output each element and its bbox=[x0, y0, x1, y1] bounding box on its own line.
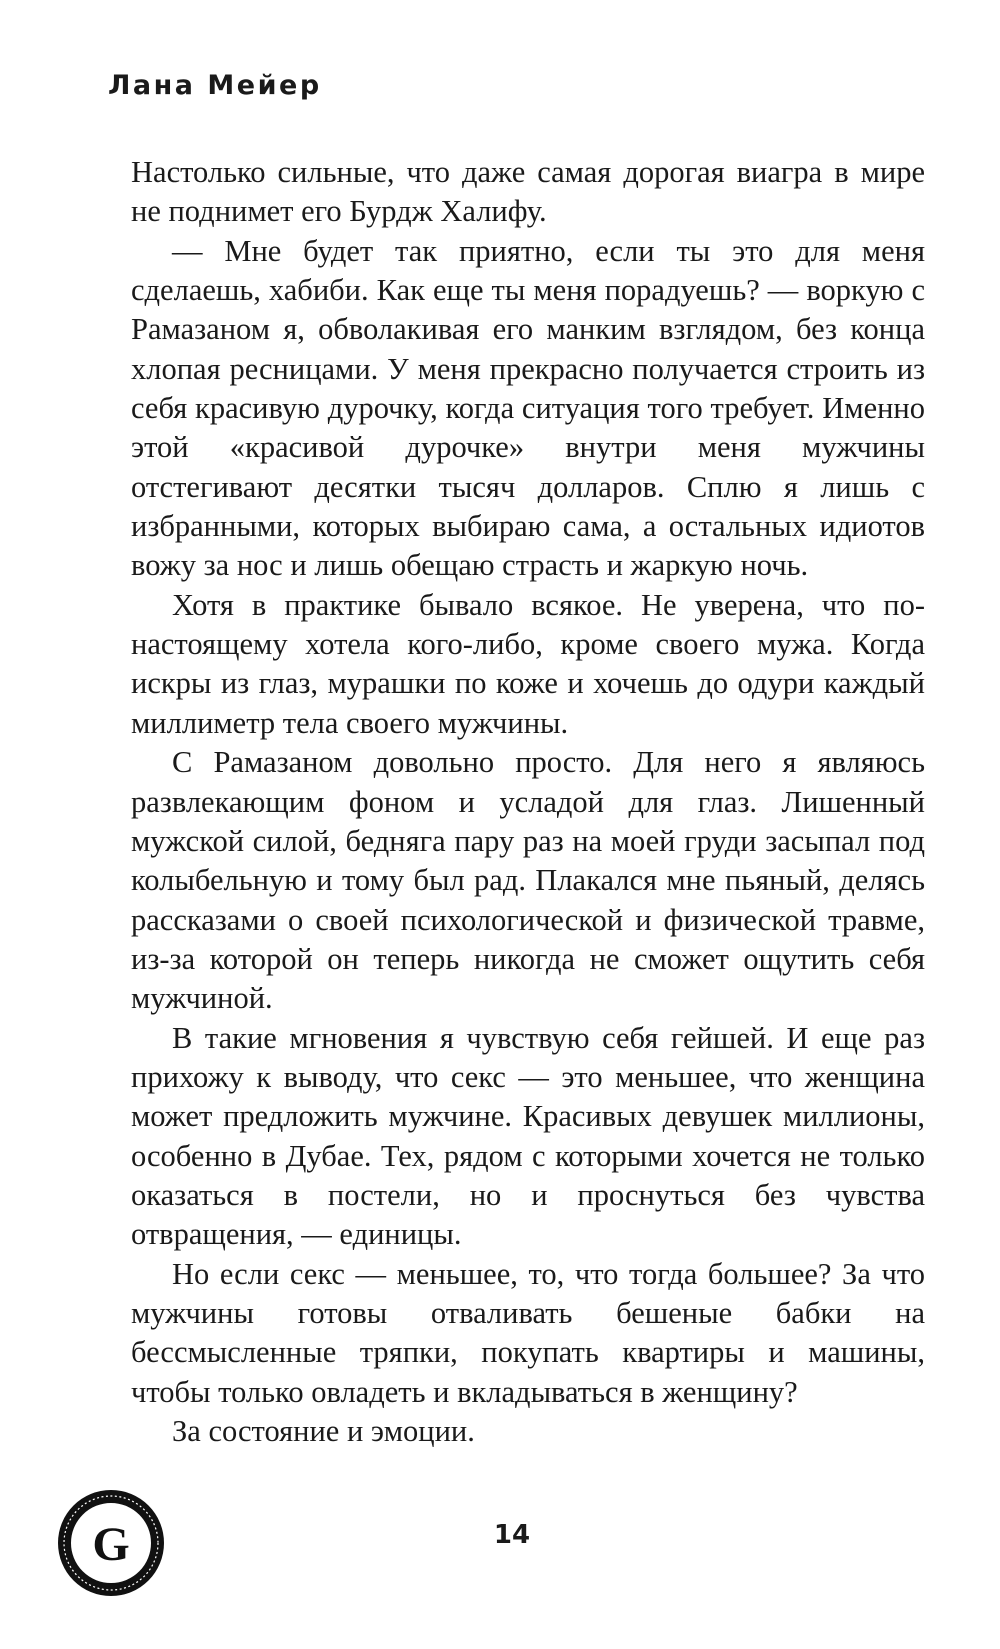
body-text bbox=[131, 153, 925, 1451]
paragraph-4: С Рамазаном довольно просто. Для него я являюсь развлекающим фоном и усладой для глаз. Лишенный мужской силой, бедняга пару раз на моей груди засыпал под колыбельную и тому был рад. Плакался мне пьяный, делясь рассказами о своей психологической и физической травме, из-за которой он теперь никогда не сможет ощутить себя мужчиной. bbox=[131, 745, 925, 1016]
running-head-author: Лана Мейер bbox=[108, 70, 322, 101]
svg-text:G: G bbox=[92, 1518, 130, 1571]
page-number: 14 bbox=[493, 1520, 531, 1550]
paragraph-1: Настолько сильные, что даже самая дорогая виагра в мире не поднимет его Бурдж Халифу. bbox=[131, 155, 925, 229]
paragraph-5: В такие мгновения я чувствую себя гейшей. И еще раз прихожу к выводу, что секс — это меньшее, что женщина может предложить мужчине. Красивых девушек миллионы, особенно в Дубае. Тех, рядом с которыми хочется не только оказаться в постели, но и проснуться без чувства отвращения, — единицы. bbox=[131, 1020, 925, 1252]
paragraph-2: — Мне будет так приятно, если ты это для меня сделаешь, хабиби. Как еще ты меня порадуешь? — воркую с Рамазаном я, обволакивая его манким взглядом, без конца хлопая ресницами. У меня прекрасно получается строить из себя красивую дурочку, когда ситуация того требует. Именно этой «красивой дурочке» внутри меня мужчины отстегивают десятки тысяч долларов. Сплю я лишь с избранными, которых выбираю сама, а остальных идиотов вожу за нос и лишь обещаю страсть и жаркую ночь. bbox=[131, 233, 925, 583]
paragraph-3: Хотя в практике бывало всякое. Не уверена, что по-настоящему хотела кого-либо, кроме своего мужа. Когда искры из глаз, мурашки по коже и хочешь до одури каждый миллиметр тела своего мужчины. bbox=[131, 587, 925, 740]
publisher-seal-logo bbox=[56, 1488, 166, 1598]
paragraph-6: Но если секс — меньшее, то, что тогда большее? За что мужчины готовы отваливать бешеные бабки на бессмысленные тряпки, покупать квартиры и машины, чтобы только овладеть и вкладываться в женщину? bbox=[131, 1256, 925, 1409]
paragraph-7: За состояние и эмоции. bbox=[172, 1414, 475, 1448]
